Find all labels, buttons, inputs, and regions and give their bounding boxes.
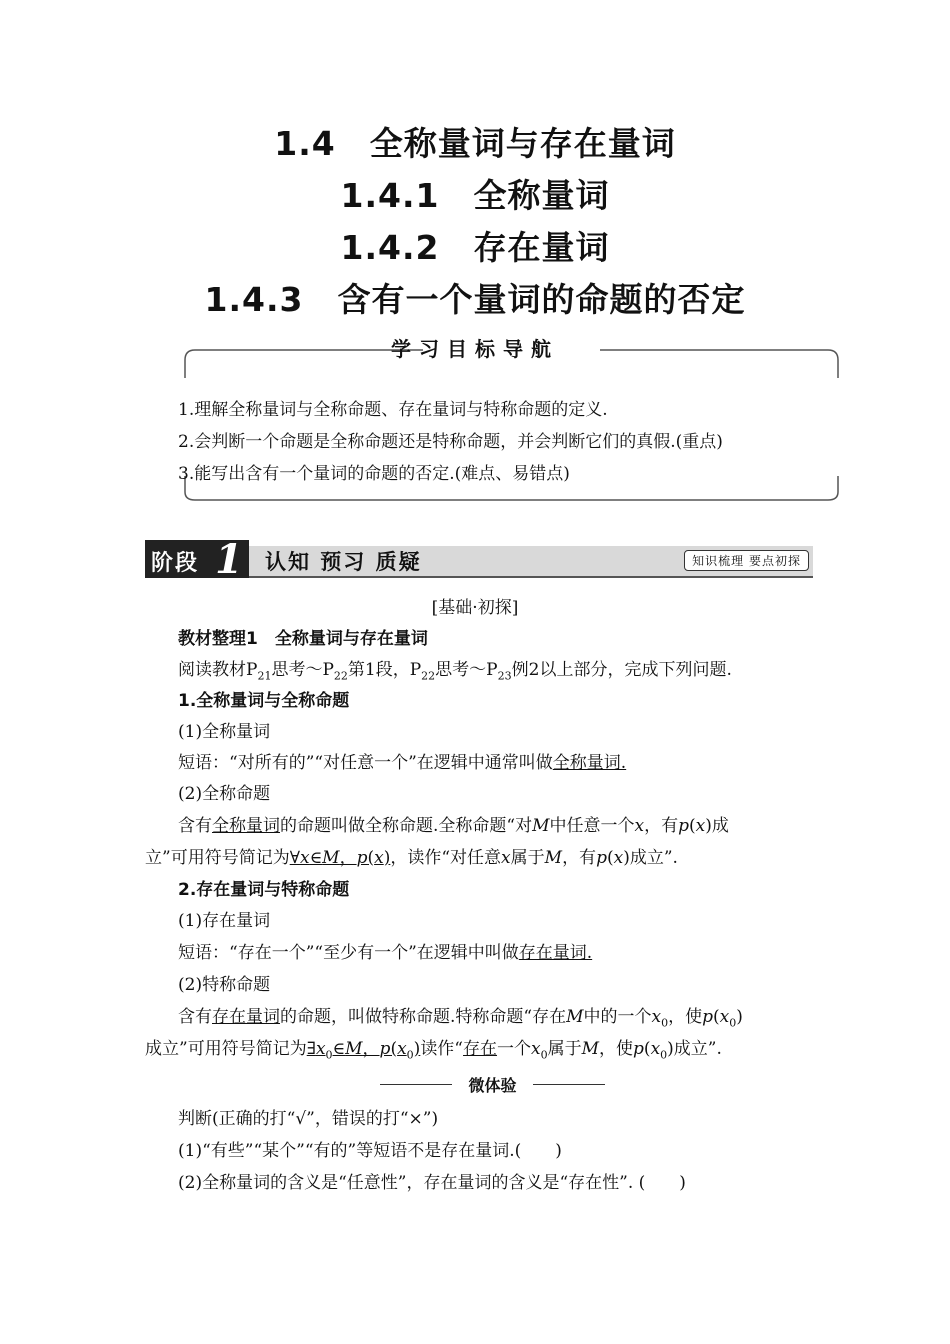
- heading-1: 1.全称量词与全称命题: [178, 691, 350, 711]
- universal-prop-line-1: 含有全称量词的命题叫做全称命题.全称命题“对M中任意一个x，有p(x)成: [178, 816, 729, 836]
- question-2: (2)全称量词的含义是“任意性”，存在量词的含义是“存在性”. ( ): [178, 1173, 686, 1193]
- micro-header: 微体验: [380, 1073, 605, 1096]
- section-heading: 教材整理1 全称量词与存在量词: [178, 629, 428, 649]
- universal-prop-line-2: 立”可用符号简记为∀x∈M，p(x)，读作“对任意x属于M，有p(x)成立”.: [145, 848, 678, 868]
- heading-1b: (2)全称命题: [178, 784, 271, 804]
- def-existential-quantifier: [178, 941, 592, 965]
- title-3: 1.4.2 存在量词: [340, 228, 610, 267]
- stage-number: 1: [215, 536, 243, 583]
- goal-item-2: 2.会判断一个命题是全称命题还是特称命题，并会判断它们的真假.(重点): [178, 432, 723, 452]
- stage-label: 阶段: [151, 551, 200, 576]
- heading-2b: (2)特称命题: [178, 975, 271, 995]
- title-block: [0, 118, 950, 326]
- heading-2a: (1)存在量词: [178, 911, 271, 931]
- question-intro: 判断(正确的打“√”，错误的打“×”): [178, 1109, 439, 1129]
- def-text: 短语：“对所有的”“对任意一个”在逻辑中通常叫做: [178, 753, 553, 773]
- intro-text: 阅读教材$P_{21}$思考$\sim P_{22}$第1段，$P_{22}$思考$\sim P_{23}$例2以上部分，完成下列问题.: [178, 660, 732, 683]
- goal-item-3: 3.能写出含有一个量词的命题的否定.(难点、易错点): [178, 464, 570, 484]
- heading-1a: (1)全称量词: [178, 722, 271, 742]
- existential-prop-line-2: 成立”可用符号简记为$\exists x_0\in M$，$p(x_0)$读作“存在一个$x_0$属于M，使$p(x_0)$成立”.: [145, 1039, 722, 1062]
- stage-badge: [145, 536, 249, 583]
- def-universal-quantifier: [178, 751, 626, 775]
- stage-banner: [145, 536, 813, 583]
- title-2: 1.4.1 全称量词: [340, 176, 610, 215]
- subheader: [基础·初探]: [431, 598, 519, 618]
- goal-header: 学习目标导航: [391, 337, 559, 361]
- title-4: 1.4.3 含有一个量词的命题的否定: [204, 280, 746, 319]
- def-text-2: 短语：“存在一个”“至少有一个”在逻辑中叫做: [178, 943, 519, 963]
- stage-title: 认知 预习 质疑: [265, 550, 422, 574]
- stage-tag: 知识梳理 要点初探: [684, 550, 809, 571]
- answer-1: 全称量词.: [552, 753, 627, 773]
- goal-item-1: 1.理解全称量词与全称命题、存在量词与特称命题的定义.: [178, 400, 608, 420]
- existential-prop-line-1: 含有存在量词的命题，叫做特称命题.特称命题“存在M中的一个$x_0$，使$p(x_0)$: [178, 1007, 743, 1030]
- answer-2: 存在量词.: [518, 943, 593, 963]
- heading-2: 2.存在量词与特称命题: [178, 880, 350, 900]
- title-1: 1.4 全称量词与存在量词: [274, 124, 676, 163]
- question-1: (1)“有些”“某个”“有的”等短语不是存在量词.( ): [178, 1141, 562, 1161]
